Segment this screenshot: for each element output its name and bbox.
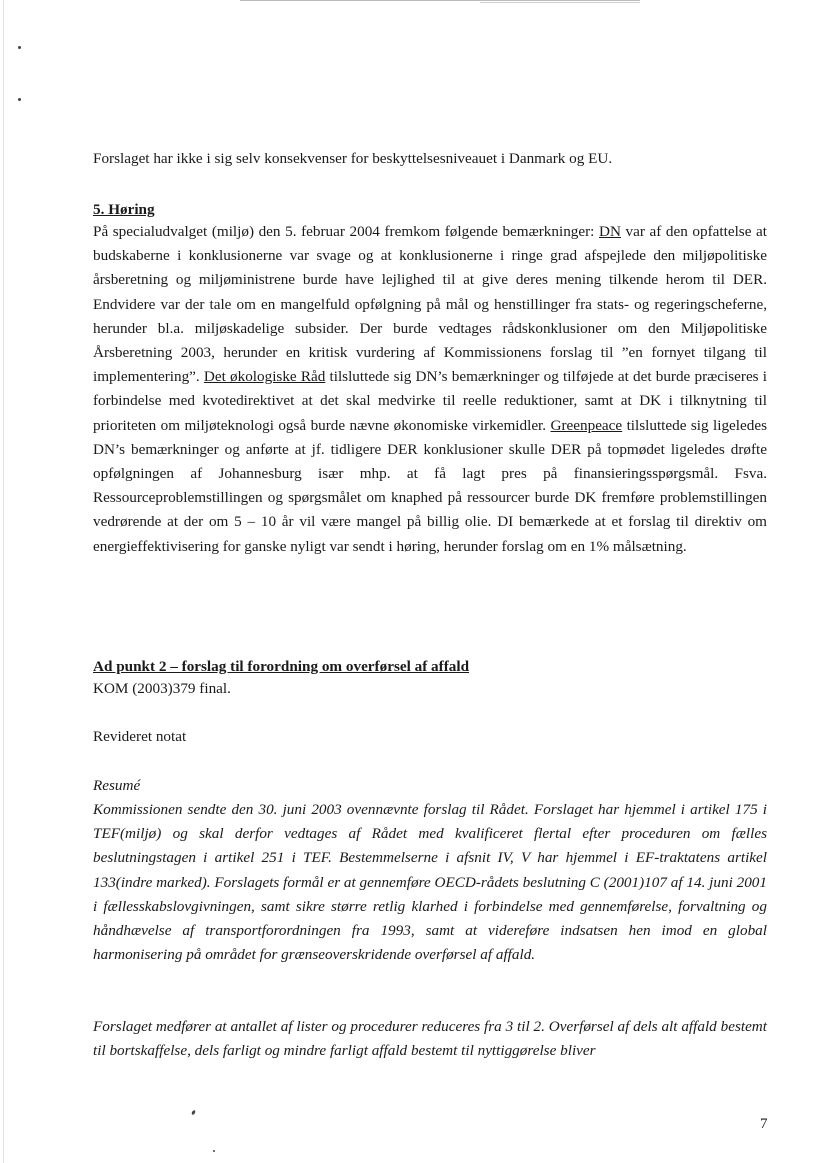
horing-text-2: var af den opfattelse at budskaberne i konklusionerne var svage og at konklusionerne i ringe grad afspejlede den miljøpolitiske årsberetning og miljøministrene burde have lejlighed til at give deres mening tilkende herom til DER. Endvidere var der tale om en mangelfuld opfølgning på mål og henstillinger fra stats- og regeringscheferne, herunder bl.a. miljøskadelige subsider. Der burde vedtages rådskonklusioner om den Miljøpolitiske Årsberetning 2003, herunder en kritisk vurdering af Kommissionens forslag til ”en fornyet tilgang til implementering”. <box>93 223 767 386</box>
scan-artifact-left-edge <box>3 0 4 1163</box>
org-dn: DN <box>599 223 621 240</box>
section-heading-horing: 5. Høring <box>93 201 155 218</box>
scan-speck <box>18 46 21 49</box>
scan-artifact-top-2 <box>480 2 640 3</box>
ad-punkt-heading: Ad punkt 2 – forslag til forordning om overførsel af affald <box>93 658 470 675</box>
scan-speck <box>213 1150 215 1152</box>
horing-text-3: tilsluttede sig DN’s bemærkninger og tilføjede at det burde præciseres i forbindelse med kvotedirektivet at det skal medvirke til reelle reduktioner, samt at DK i tilknytning til prioriteten om miljøteknologi også burde nævne økonomiske virkemidler. <box>93 368 767 434</box>
org-det-okologiske-raad: Det økologiske Råd <box>203 368 326 386</box>
resume-paragraph-2: Forslaget medfører at antallet af lister og procedurer reduceres fra 3 til 2. Overførsel af dels alt affald bestemt til bortskaffelse, dels farligt og mindre farligt affald bestemt til nyttiggørelse bliver <box>93 1018 767 1060</box>
intro-paragraph: Forslaget har ikke i sig selv konsekvenser for beskyttelsesniveauet i Danmark og EU. <box>93 150 613 167</box>
org-greenpeace: Greenpeace <box>550 416 623 434</box>
scan-speck <box>18 98 21 101</box>
page-number: 7 <box>760 1116 768 1132</box>
horing-text-4: tilsluttede sig ligeledes DN’s bemærkninger og anførte at jf. tidligere DER konklusioner skulle DER på topmødet ligeledes drøfte opfølgningen af Johannesburg især mhp. at få lagt pres på finansieringsspørgsmål. Fsva. Ressourceproblemstillingen og spørgsmålet om knaphed på ressourcer burde DK fremføre problemstillingen vedrørende at der om 5 – 10 år vil være mangel på billig olie. DI bemærkede at et forslag til direktiv om energieffektivisering for ganske nyligt var sendt i høring, herunder forslag om en 1% målsætning. <box>93 416 767 555</box>
revideret-notat-label: Revideret notat <box>93 728 187 745</box>
kom-reference: KOM (2003)379 final. <box>93 680 231 697</box>
scan-speck <box>191 1110 196 1116</box>
horing-paragraph <box>93 220 767 559</box>
resume-paragraph-1: Kommissionen sendte den 30. juni 2003 ovennævnte forslag til Rådet. Forslaget har hjemmel i artikel 175 i TEF(miljø) og skal derfor vedtages af Rådet med kvalificeret flertal efter proceduren om fælles beslutningstagen i artikel 251 i TEF. Bestemmelserne i afsnit IV, V har hjemmel i EF-traktatens artikel 133(indre marked). Forslagets formål er at gennemføre OECD-rådets beslutning C (2001)107 af 14. juni 2001 i fællesskabslovgivningen, samt sikre større retlig klarhed i forbindelse med gennemførelse, forvaltning og håndhævelse af transportforordningen fra 1993, samt at videreføre indsatsen hen imod en global harmonisering på området for grænseoverskridende overførsel af affald. <box>93 801 767 964</box>
horing-text-1: På specialudvalget (miljø) den 5. februar 2004 fremkom følgende bemærkninger: <box>93 223 599 240</box>
scan-artifact-top <box>240 0 640 1</box>
resume-title: Resumé <box>93 777 141 794</box>
